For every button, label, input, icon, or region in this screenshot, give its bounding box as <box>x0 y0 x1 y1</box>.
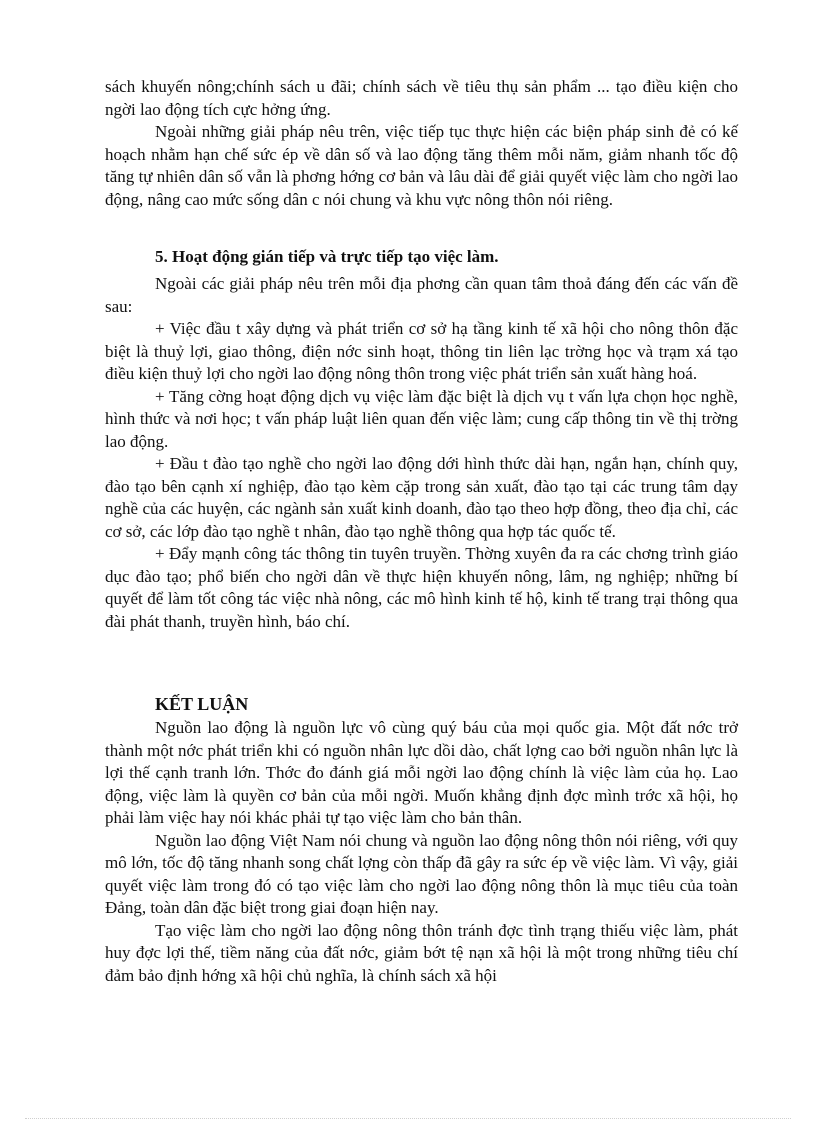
conclusion-heading: KẾT LUẬN <box>155 694 249 714</box>
bullet-communication: + Đẩy mạnh công tác thông tin tuyên truyền. Thờng xuyên đa ra các chơng trình giáo dục đào tạo; phổ biến cho ngời dân về thực hiện khuyến nông, lâm, ng nghiệp; những bí quyết để làm tốt công tác việc nhà nông, các mô hình kinh tế hộ, kinh tế trang trại thông qua đài phát thanh, truyền hình, báo chí. <box>105 544 738 631</box>
bullet-vocational-training: + Đầu t đào tạo nghề cho ngời lao động dới hình thức dài hạn, ngắn hạn, chính quy, đào tạo bên cạnh xí nghiệp, đào tạo kèm cặp trong sản xuất, đào tạo tại các trung tâm dạy nghề của các huyện, các ngành sản xuất kinh doanh, đào tạo theo hợp đồng, theo địa chỉ, các cơ sở, các lớp đào tạo nghề t nhân, đào tạo nghề thông qua hợp tác quốc tế. <box>105 454 738 541</box>
bullet-infrastructure: + Việc đầu t xây dựng và phát triển cơ sở hạ tầng kinh tế xã hội cho nông thôn đặc biệt là thuỷ lợi, giao thông, điện nớc sinh hoạt, thông tin liên lạc trờng học và trạm xá tạo điều kiện thuỷ lợi cho ngời lao động nông thôn trong việc phát triển sản xuất hàng hoá. <box>105 319 738 383</box>
intro-block <box>105 76 738 211</box>
paragraph-conclusion-3: Tạo việc làm cho ngời lao động nông thôn tránh đợc tình trạng thiếu việc làm, phát huy đợc lợi thế, tiềm năng của đất nớc, giảm bớt tệ nạn xã hội là một trong những tiêu chí đảm bảo định hớng xã hội chủ nghĩa, là chính sách xã hội <box>105 920 738 985</box>
paragraph-conclusion-1: Nguồn lao động là nguồn lực vô cùng quý báu của mọi quốc gia. Một đất nớc trở thành một nớc phát triển khi có nguồn nhân lực dồi dào, chất lợng cao bởi nguồn nhân lực là lợi thế cạnh tranh lớn. Thớc đo đánh giá mỗi ngời lao động chính là việc làm của họ. Lao động, việc làm là quyền cơ bản của mỗi ngời. Muốn khẳng định đợc mình trớc xã hội, họ phải làm việc hay nói khác phải tự tạo việc làm cho bản thân. <box>105 718 738 827</box>
bullet-employment-services: + Tăng cờng hoạt động dịch vụ việc làm đặc biệt là dịch vụ t vấn lựa chọn học nghề, hình thức và nơi học; t vấn pháp luật liên quan đến việc làm; cung cấp thông tin về thị trờng lao động. <box>105 386 738 451</box>
section-5-block <box>105 273 738 633</box>
paragraph-intro: sách khuyến nông;chính sách u đãi; chính sách về tiêu thụ sản phẩm ... tạo điều kiện cho ngời lao động tích cực hởng ứng. <box>105 77 738 119</box>
paragraph-ngoai: Ngoài những giải pháp nêu trên, việc tiếp tục thực hiện các biện pháp sinh đẻ có kế hoạch nhằm hạn chế sức ép về dân số và lao động tăng thêm mỗi năm, giảm nhanh tốc độ tăng tự nhiên dân số vẫn là phơng hớng cơ bản và lâu dài để giải quyết việc làm cho ngời lao động, nâng cao mức sống dân c nói chung và khu vực nông thôn nói riêng. <box>105 122 738 209</box>
paragraph-conclusion-2: Nguồn lao động Việt Nam nói chung và nguồn lao động nông thôn nói riêng, với quy mô lớn, tốc độ tăng nhanh song chất lợng còn thấp đã gây ra sức ép về việc làm. Vì vậy, giải quyết việc làm trong đó có tạo việc làm cho ngời lao động nông thôn là mục tiêu của toàn Đảng, toàn dân đặc biệt trong giai đoạn hiện nay. <box>105 830 738 917</box>
paragraph-section5-intro: Ngoài các giải pháp nêu trên mỗi địa phơng cần quan tâm thoả đáng đến các vấn đề sau: <box>105 274 738 316</box>
page-bottom-divider <box>25 1118 791 1119</box>
conclusion-block <box>105 717 738 987</box>
section-5-heading: 5. Hoạt động gián tiếp và trực tiếp tạo việc làm. <box>155 247 499 266</box>
